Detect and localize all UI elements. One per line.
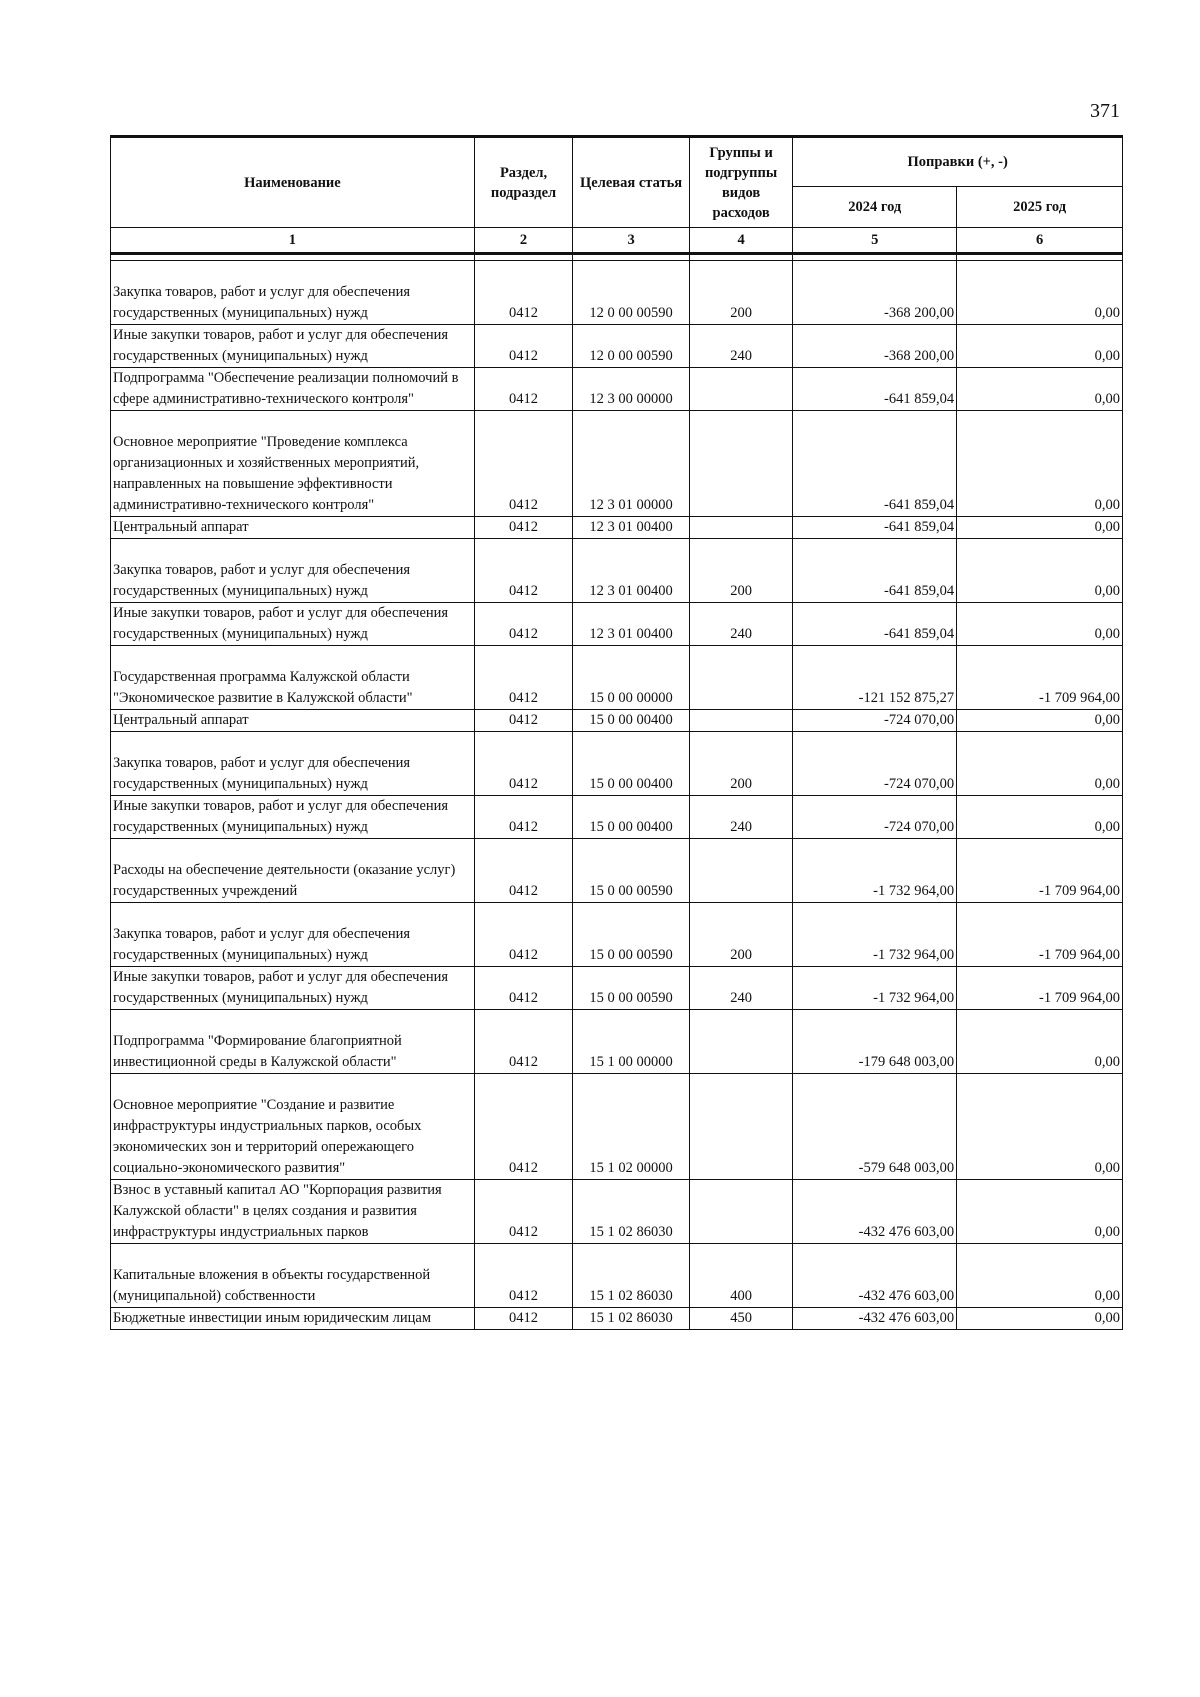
row-target-cell: 12 3 01 00400 — [573, 517, 690, 539]
row-group-cell: 200 — [689, 261, 793, 325]
row-target-cell: 15 0 00 00400 — [573, 710, 690, 732]
row-2025-cell: 0,00 — [957, 539, 1123, 603]
row-2025-cell: 0,00 — [957, 1074, 1123, 1180]
row-group-cell: 200 — [689, 732, 793, 796]
row-target-cell: 12 3 01 00400 — [573, 603, 690, 646]
row-section-cell: 0412 — [474, 539, 572, 603]
row-target-cell: 15 1 02 86030 — [573, 1244, 690, 1308]
table-row — [111, 1244, 1123, 1308]
row-target-cell: 15 0 00 00590 — [573, 839, 690, 903]
row-group-cell — [689, 411, 793, 517]
header-col-number: 2 — [474, 228, 572, 254]
row-group-cell — [689, 368, 793, 411]
row-2025-cell: -1 709 964,00 — [957, 967, 1123, 1010]
header-name: Наименование — [111, 137, 475, 228]
row-section-cell: 0412 — [474, 967, 572, 1010]
row-section-cell: 0412 — [474, 603, 572, 646]
row-target-cell: 15 0 00 00400 — [573, 732, 690, 796]
row-2024-cell: -432 476 603,00 — [793, 1244, 957, 1308]
spacer-cell — [111, 254, 475, 261]
row-2024-cell: -641 859,04 — [793, 603, 957, 646]
row-2024-cell: -641 859,04 — [793, 539, 957, 603]
row-2024-cell: -432 476 603,00 — [793, 1180, 957, 1244]
header-amendments: Поправки (+, -) — [793, 137, 1123, 187]
spacer-cell — [689, 254, 793, 261]
table-row — [111, 539, 1123, 603]
row-2025-cell: -1 709 964,00 — [957, 646, 1123, 710]
table-row — [111, 710, 1123, 732]
row-2025-cell: 0,00 — [957, 796, 1123, 839]
row-target-cell: 15 0 00 00590 — [573, 903, 690, 967]
row-target-cell: 12 3 01 00000 — [573, 411, 690, 517]
page-number: 371 — [1090, 100, 1120, 122]
row-section-cell: 0412 — [474, 1180, 572, 1244]
row-name-cell: Закупка товаров, работ и услуг для обеспечения государственных (муниципальных) нужд — [111, 539, 475, 603]
row-name-cell: Закупка товаров, работ и услуг для обеспечения государственных (муниципальных) нужд — [111, 261, 475, 325]
header-groups: Группы и подгруппы видов расходов — [689, 137, 793, 228]
row-2024-cell: -1 732 964,00 — [793, 903, 957, 967]
header-target: Целевая статья — [573, 137, 690, 228]
row-2024-cell: -432 476 603,00 — [793, 1308, 957, 1330]
row-section-cell: 0412 — [474, 903, 572, 967]
row-2024-cell: -641 859,04 — [793, 368, 957, 411]
spacer-cell — [474, 254, 572, 261]
row-2025-cell: 0,00 — [957, 411, 1123, 517]
row-section-cell: 0412 — [474, 1074, 572, 1180]
row-name-cell: Капитальные вложения в объекты государственной (муниципальной) собственности — [111, 1244, 475, 1308]
table-row — [111, 1010, 1123, 1074]
row-name-cell: Бюджетные инвестиции иным юридическим лицам — [111, 1308, 475, 1330]
row-group-cell: 400 — [689, 1244, 793, 1308]
row-group-cell — [689, 1010, 793, 1074]
table-row — [111, 967, 1123, 1010]
header-col-number: 4 — [689, 228, 793, 254]
row-group-cell: 240 — [689, 967, 793, 1010]
spacer-cell — [793, 254, 957, 261]
row-2025-cell: 0,00 — [957, 517, 1123, 539]
row-target-cell: 15 1 02 86030 — [573, 1180, 690, 1244]
row-section-cell: 0412 — [474, 1244, 572, 1308]
row-group-cell: 200 — [689, 903, 793, 967]
table-row — [111, 368, 1123, 411]
row-2024-cell: -641 859,04 — [793, 517, 957, 539]
row-section-cell: 0412 — [474, 710, 572, 732]
table-row — [111, 646, 1123, 710]
row-section-cell: 0412 — [474, 796, 572, 839]
row-name-cell: Центральный аппарат — [111, 710, 475, 732]
row-name-cell: Государственная программа Калужской области "Экономическое развитие в Калужской области" — [111, 646, 475, 710]
row-section-cell: 0412 — [474, 839, 572, 903]
row-group-cell — [689, 839, 793, 903]
row-section-cell: 0412 — [474, 1308, 572, 1330]
row-2025-cell: 0,00 — [957, 261, 1123, 325]
table-row — [111, 732, 1123, 796]
row-2025-cell: 0,00 — [957, 603, 1123, 646]
row-target-cell: 12 3 01 00400 — [573, 539, 690, 603]
row-section-cell: 0412 — [474, 646, 572, 710]
row-section-cell: 0412 — [474, 1010, 572, 1074]
row-group-cell: 450 — [689, 1308, 793, 1330]
row-name-cell: Взнос в уставный капитал АО "Корпорация развития Калужской области" в целях создания и развития инфраструктуры индустриальных парков — [111, 1180, 475, 1244]
row-2024-cell: -1 732 964,00 — [793, 967, 957, 1010]
row-2025-cell: -1 709 964,00 — [957, 903, 1123, 967]
row-2024-cell: -724 070,00 — [793, 710, 957, 732]
row-target-cell: 15 0 00 00590 — [573, 967, 690, 1010]
row-2025-cell: 0,00 — [957, 368, 1123, 411]
row-section-cell: 0412 — [474, 368, 572, 411]
row-2024-cell: -1 732 964,00 — [793, 839, 957, 903]
table-row — [111, 603, 1123, 646]
row-name-cell: Основное мероприятие "Проведение комплекса организационных и хозяйственных мероприятий, направленных на повышение эффективности административно-технического контроля" — [111, 411, 475, 517]
table-row — [111, 796, 1123, 839]
row-group-cell: 240 — [689, 796, 793, 839]
row-group-cell — [689, 646, 793, 710]
spacer-cell — [957, 254, 1123, 261]
row-group-cell — [689, 1180, 793, 1244]
row-target-cell: 12 0 00 00590 — [573, 261, 690, 325]
row-2025-cell: 0,00 — [957, 732, 1123, 796]
row-2025-cell: 0,00 — [957, 1180, 1123, 1244]
row-2024-cell: -724 070,00 — [793, 732, 957, 796]
row-target-cell: 15 1 00 00000 — [573, 1010, 690, 1074]
table-spacer-row — [111, 254, 1123, 261]
row-target-cell: 15 0 00 00400 — [573, 796, 690, 839]
row-target-cell: 12 3 00 00000 — [573, 368, 690, 411]
row-2024-cell: -121 152 875,27 — [793, 646, 957, 710]
row-name-cell: Расходы на обеспечение деятельности (оказание услуг) государственных учреждений — [111, 839, 475, 903]
row-2025-cell: 0,00 — [957, 1010, 1123, 1074]
table-row — [111, 1308, 1123, 1330]
row-section-cell: 0412 — [474, 411, 572, 517]
row-target-cell: 12 0 00 00590 — [573, 325, 690, 368]
table-row — [111, 903, 1123, 967]
row-2024-cell: -579 648 003,00 — [793, 1074, 957, 1180]
table-body — [111, 254, 1123, 1330]
header-col-number: 1 — [111, 228, 475, 254]
row-target-cell: 15 1 02 00000 — [573, 1074, 690, 1180]
row-group-cell: 200 — [689, 539, 793, 603]
row-2024-cell: -724 070,00 — [793, 796, 957, 839]
header-col-number: 5 — [793, 228, 957, 254]
header-year-2024: 2024 год — [793, 187, 957, 228]
row-name-cell: Иные закупки товаров, работ и услуг для обеспечения государственных (муниципальных) нужд — [111, 325, 475, 368]
row-2024-cell: -368 200,00 — [793, 261, 957, 325]
row-name-cell: Закупка товаров, работ и услуг для обеспечения государственных (муниципальных) нужд — [111, 732, 475, 796]
row-name-cell: Закупка товаров, работ и услуг для обеспечения государственных (муниципальных) нужд — [111, 903, 475, 967]
row-group-cell: 240 — [689, 325, 793, 368]
header-year-2025: 2025 год — [957, 187, 1123, 228]
row-group-cell — [689, 710, 793, 732]
row-name-cell: Основное мероприятие "Создание и развитие инфраструктуры индустриальных парков, особых экономических зон и территорий опережающего социально-экономического развития" — [111, 1074, 475, 1180]
row-group-cell — [689, 1074, 793, 1180]
row-2025-cell: -1 709 964,00 — [957, 839, 1123, 903]
row-name-cell: Центральный аппарат — [111, 517, 475, 539]
spacer-cell — [573, 254, 690, 261]
row-2024-cell: -368 200,00 — [793, 325, 957, 368]
table-row — [111, 261, 1123, 325]
row-name-cell: Подпрограмма "Формирование благоприятной инвестиционной среды в Калужской области" — [111, 1010, 475, 1074]
row-section-cell: 0412 — [474, 517, 572, 539]
table-row — [111, 411, 1123, 517]
row-target-cell: 15 0 00 00000 — [573, 646, 690, 710]
row-2025-cell: 0,00 — [957, 1244, 1123, 1308]
row-section-cell: 0412 — [474, 325, 572, 368]
table-row — [111, 325, 1123, 368]
row-2025-cell: 0,00 — [957, 325, 1123, 368]
row-name-cell: Иные закупки товаров, работ и услуг для обеспечения государственных (муниципальных) нужд — [111, 967, 475, 1010]
table-row — [111, 839, 1123, 903]
table-row — [111, 517, 1123, 539]
header-section: Раздел, подраздел — [474, 137, 572, 228]
row-name-cell: Подпрограмма "Обеспечение реализации полномочий в сфере административно-технического контроля" — [111, 368, 475, 411]
table-row — [111, 1180, 1123, 1244]
budget-amendments-table — [110, 135, 1123, 1330]
header-col-number: 6 — [957, 228, 1123, 254]
row-name-cell: Иные закупки товаров, работ и услуг для обеспечения государственных (муниципальных) нужд — [111, 796, 475, 839]
row-2025-cell: 0,00 — [957, 1308, 1123, 1330]
row-group-cell: 240 — [689, 603, 793, 646]
row-section-cell: 0412 — [474, 261, 572, 325]
header-col-number: 3 — [573, 228, 690, 254]
row-2025-cell: 0,00 — [957, 710, 1123, 732]
row-2024-cell: -179 648 003,00 — [793, 1010, 957, 1074]
row-2024-cell: -641 859,04 — [793, 411, 957, 517]
row-name-cell: Иные закупки товаров, работ и услуг для обеспечения государственных (муниципальных) нужд — [111, 603, 475, 646]
row-target-cell: 15 1 02 86030 — [573, 1308, 690, 1330]
table-row — [111, 1074, 1123, 1180]
row-section-cell: 0412 — [474, 732, 572, 796]
row-group-cell — [689, 517, 793, 539]
